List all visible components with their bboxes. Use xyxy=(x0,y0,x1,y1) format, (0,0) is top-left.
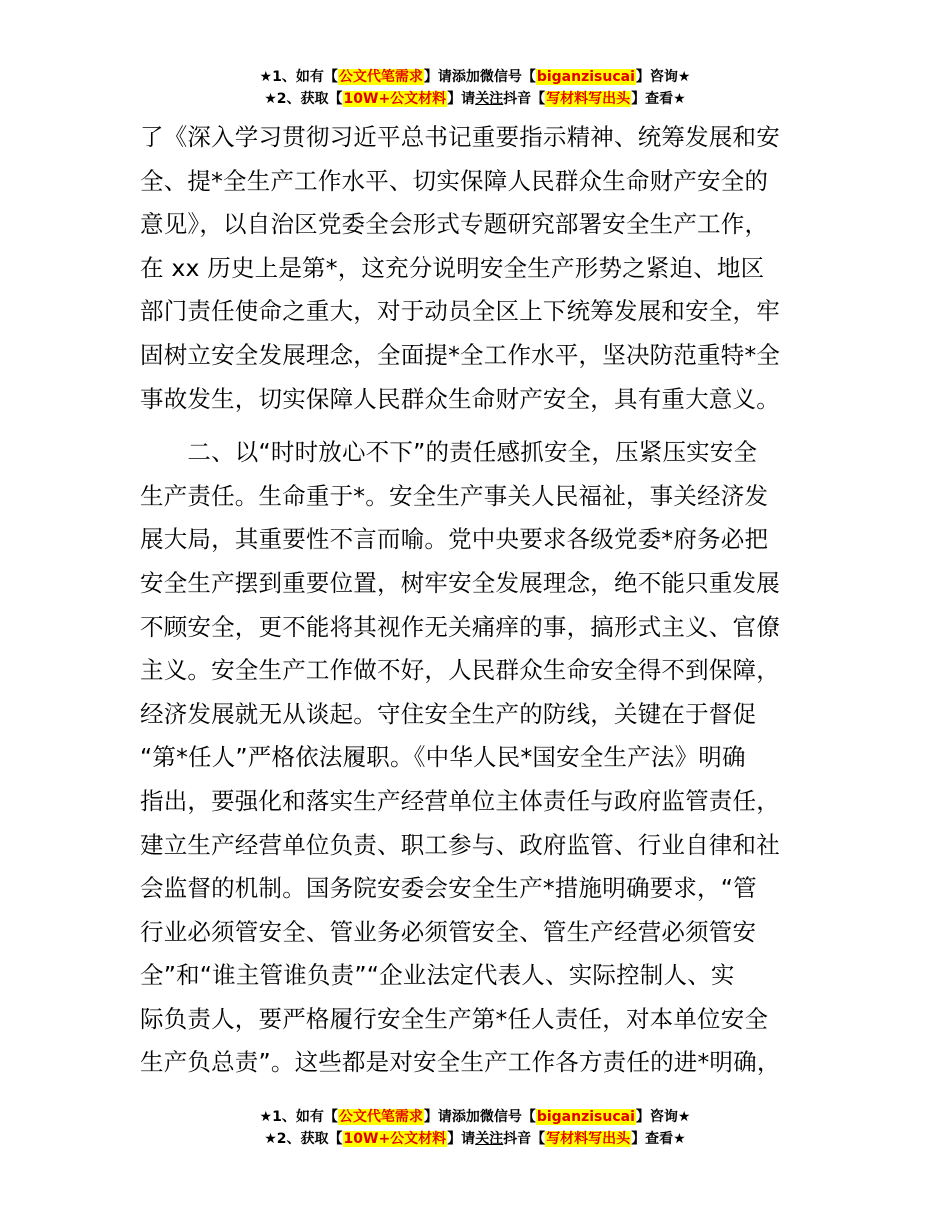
banner-line-2: ★2、获取【10W+公文材料】请关注抖音【写材料写出头】查看★ xyxy=(264,91,686,107)
highlight-text: 10W+公文材料 xyxy=(343,91,447,107)
text-line: 主义。安全生产工作做不好，人民群众生命安全得不到保障， xyxy=(140,656,780,685)
highlight-text: 10W+公文材料 xyxy=(343,1131,447,1147)
text-line: 全、提*全生产工作水平、切实保障人民群众生命财产安全的 xyxy=(140,166,769,195)
text-line: 生产负总责”。这些都是对安全生产工作各方责任的进*明确， xyxy=(140,1048,781,1077)
paragraph-gap xyxy=(140,421,830,431)
text-line: 展大局，其重要性不言而喻。党中央要求各级党委*府务必把 xyxy=(140,525,769,554)
text-line: 安全生产摆到重要位置，树牢安全发展理念，绝不能只重发展 xyxy=(140,568,780,597)
text-line: 行业必须管安全、管业务必须管安全、管生产经营必须管安 xyxy=(140,917,757,946)
banner-line-1: ★1、如有【公文代笔需求】请添加微信号【biganzisucai】咨询★ xyxy=(259,69,691,85)
highlight-text: 写材料写出头 xyxy=(546,91,631,107)
text-line: 二、以“时时放心不下”的责任感抓安全，压紧压实安全 xyxy=(140,438,758,467)
text-line: 指出，要强化和落实生产经营单位主体责任与政府监管责任， xyxy=(140,786,780,815)
highlight-text: biganzisucai xyxy=(536,1109,635,1125)
document-body xyxy=(140,116,830,1085)
banner-line-2: ★2、获取【10W+公文材料】请关注抖音【写材料写出头】查看★ xyxy=(264,1131,686,1147)
text-line: 际负责人，要严格履行安全生产第*任人责任，对本单位安全 xyxy=(140,1004,769,1033)
text-line: “第*任人”严格依法履职。《中华人民*国安全生产法》明确 xyxy=(140,743,746,772)
highlight-text: biganzisucai xyxy=(536,69,635,85)
highlight-text: 写材料写出头 xyxy=(546,1131,631,1147)
text-line: 固树立安全发展理念，全面提*全工作水平，坚决防范重特*全 xyxy=(140,340,781,369)
text-line: 意见》，以自治区党委全会形式专题研究部署安全生产工作， xyxy=(140,210,769,239)
banner-line-1: ★1、如有【公文代笔需求】请添加微信号【biganzisucai】咨询★ xyxy=(259,1109,691,1125)
text-line: 在 xx 历史上是第*，这充分说明安全生产形势之紧迫、地区 xyxy=(140,253,765,282)
text-line: 建立生产经营单位负责、职工参与、政府监管、行业自律和社 xyxy=(140,830,780,859)
text-line: 了《深入学习贯彻习近平总书记重要指示精神、统筹发展和安 xyxy=(140,123,780,151)
text-line: 事故发生，切实保障人民群众生命财产安全，具有重大意义。 xyxy=(140,384,780,413)
highlight-text: 公文代笔需求 xyxy=(338,69,423,85)
text-line: 生产责任。生命重于*。安全生产事关人民福祉，事关经济发 xyxy=(140,481,769,510)
text-line: 部门责任使命之重大，对于动员全区上下统筹发展和安全，牢 xyxy=(140,297,780,326)
header-banner xyxy=(0,66,950,110)
text-line: 会监督的机制。国务院安委会安全生产*措施明确要求，“管 xyxy=(140,874,757,903)
text-line: 不顾安全，更不能将其视作无关痛痒的事，搞形式主义、官僚 xyxy=(140,612,780,641)
highlight-text: 公文代笔需求 xyxy=(338,1109,423,1125)
text-line: 经济发展就无从谈起。守住安全生产的防线，关键在于督促 xyxy=(140,699,757,728)
text-line: 全”和“谁主管谁负责”“企业法定代表人、实际控制人、实 xyxy=(140,961,735,990)
footer-banner xyxy=(0,1106,950,1150)
